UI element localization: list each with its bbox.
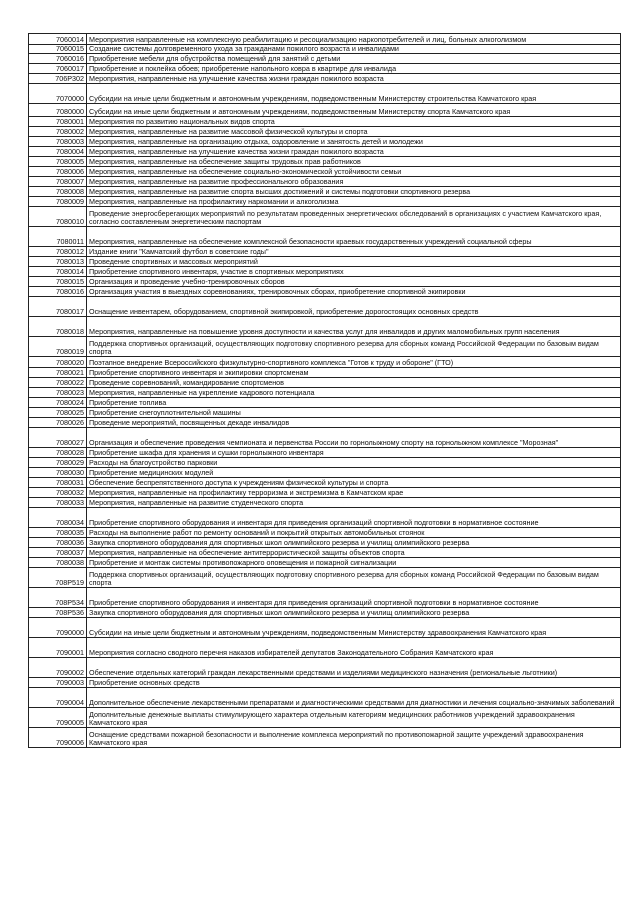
row-code-cell: 7090006 [29,728,87,748]
row-code-cell: 7080028 [29,448,87,458]
table-row [29,618,621,638]
row-description-cell: Издание книги "Камчатский футбол в советские годы" [87,247,621,257]
row-code-cell: 706P302 [29,74,87,84]
row-description-cell: Обеспечение отдельных категорий граждан лекарственными средствами и изделиями медицинского назначения (региональные льготники) [87,658,621,678]
row-code-cell: 7080000 [29,104,87,117]
budget-code-table-sheet [28,33,620,748]
table-row [29,448,621,458]
table-row [29,728,621,748]
row-description-cell: Обеспечение беспрепятственного доступа к учреждениям физической культуры и спорта [87,478,621,488]
table-row [29,468,621,478]
table-row [29,508,621,528]
table-row [29,408,621,418]
row-description-cell: Субсидии на иные цели бюджетным и автономным учреждениям, подведомственным Министерству строительства Камчатского края [87,84,621,104]
table-row [29,428,621,448]
row-code-cell: 7080038 [29,558,87,568]
table-row [29,137,621,147]
row-code-cell: 7090000 [29,618,87,638]
row-code-cell: 7080027 [29,428,87,448]
row-description-cell: Мероприятия, направленные на организацию отдыха, оздоровление и занятость детей и молодежи [87,137,621,147]
row-description-cell: Закупка спортивного оборудования для спортивных школ олимпийского резерва и училищ олимпийского резерва [87,538,621,548]
table-row [29,538,621,548]
row-code-cell: 7080032 [29,488,87,498]
row-code-cell: 7080002 [29,127,87,137]
row-description-cell: Организация участия в выездных соревнованиях, тренировочных сборах, приобретение спортивной экипировки [87,287,621,297]
row-description-cell: Мероприятия, направленные на развитие студенческого спорта [87,498,621,508]
row-description-cell: Субсидии на иные цели бюджетным и автономным учреждениям, подведомственным Министерству здравоохранения Камчатского края [87,618,621,638]
row-description-cell: Поддержка спортивных организаций, осуществляющих подготовку спортивного резерва для сборных команд Российской Федерации по базовым видам спорта [87,568,621,588]
budget-code-table [28,33,621,748]
row-description-cell: Приобретение мебели для обустройства помещений для занятий с детьми [87,54,621,64]
row-code-cell: 7090002 [29,658,87,678]
row-code-cell: 7090001 [29,638,87,658]
row-description-cell: Приобретение медицинских модулей [87,468,621,478]
row-code-cell: 7080016 [29,287,87,297]
row-code-cell: 7080034 [29,508,87,528]
row-code-cell: 708P519 [29,568,87,588]
table-row [29,678,621,688]
row-code-cell: 7080025 [29,408,87,418]
row-description-cell: Приобретение основных средств [87,678,621,688]
table-row [29,84,621,104]
table-row [29,74,621,84]
row-code-cell: 7080019 [29,337,87,357]
row-description-cell: Поддержка спортивных организаций, осуществляющих подготовку спортивного резерва для сборных команд Российской Федерации по базовым видам спорта [87,337,621,357]
table-row [29,297,621,317]
row-description-cell: Организация и обеспечение проведения чемпионата и первенства России по горнолыжному спорту на горнолыжном комплексе "Морозная" [87,428,621,448]
row-description-cell: Мероприятия, направленные на повышение уровня доступности и качества услуг для инвалидов и других маломобильных групп населения [87,317,621,337]
row-code-cell: 7080012 [29,247,87,257]
row-description-cell: Мероприятия, направленные на развитие массовой физической культуры и спорта [87,127,621,137]
row-code-cell: 7060014 [29,34,87,45]
row-description-cell: Приобретение спортивного инвентаря, участие в спортивных мероприятиях [87,267,621,277]
table-row [29,167,621,177]
row-code-cell: 7080006 [29,167,87,177]
table-row [29,368,621,378]
row-description-cell: Приобретение топлива [87,398,621,408]
table-row [29,177,621,187]
table-row [29,478,621,488]
row-description-cell: Субсидии на иные цели бюджетным и автономным учреждениям, подведомственным Министерству спорта Камчатского края [87,104,621,117]
row-code-cell: 7060016 [29,54,87,64]
row-code-cell: 7090004 [29,688,87,708]
row-description-cell: Проведение соревнований, командирование спортсменов [87,378,621,388]
row-description-cell: Мероприятия, направленные на улучшение качества жизни граждан пожилого возраста [87,74,621,84]
table-row [29,207,621,227]
table-row [29,147,621,157]
table-row [29,458,621,468]
table-row [29,548,621,558]
table-row [29,157,621,167]
table-row [29,104,621,117]
table-row [29,64,621,74]
table-row [29,498,621,508]
row-description-cell: Мероприятия, направленные на профилактику терроризма и экстремизма в Камчатском крае [87,488,621,498]
table-row [29,287,621,297]
row-code-cell: 7080009 [29,197,87,207]
row-description-cell: Проведение спортивных и массовых мероприятий [87,257,621,267]
row-description-cell: Мероприятия, направленные на обеспечение комплексной безопасности краевых государственных учреждений социальной сферы [87,227,621,247]
table-row [29,127,621,137]
table-row [29,378,621,388]
table-row [29,54,621,64]
row-code-cell: 7080010 [29,207,87,227]
table-row [29,388,621,398]
row-code-cell: 7090005 [29,708,87,728]
table-row [29,357,621,368]
table-body [29,34,621,748]
table-row [29,247,621,257]
row-code-cell: 7080005 [29,157,87,167]
row-code-cell: 7080008 [29,187,87,197]
row-code-cell: 7080007 [29,177,87,187]
row-code-cell: 7080021 [29,368,87,378]
row-description-cell: Мероприятия согласно сводного перечня наказов избирателей депутатов Законодательного Собрания Камчатского края [87,638,621,658]
row-description-cell: Дополнительное обеспечение лекарственными препаратами и диагностическими средствами для диагностики и лечения социально-значимых заболеваний [87,688,621,708]
row-code-cell: 7080023 [29,388,87,398]
row-description-cell: Создание системы долговременного ухода за гражданами пожилого возраста и инвалидами [87,45,621,54]
table-row [29,418,621,428]
row-description-cell: Закупка спортивного оборудования для спортивных школ олимпийского резерва и училищ олимпийского резерва [87,608,621,618]
row-code-cell: 7080018 [29,317,87,337]
row-description-cell: Мероприятия, направленные на улучшение качества жизни граждан пожилого возраста [87,147,621,157]
row-description-cell: Приобретение спортивного инвентаря и экипировки спортсменам [87,368,621,378]
row-code-cell: 7080030 [29,468,87,478]
row-description-cell: Приобретение спортивного оборудования и инвентаря для приведения организаций спортивной подготовки в нормативное состояние [87,508,621,528]
row-code-cell: 708P536 [29,608,87,618]
table-row [29,638,621,658]
table-row [29,568,621,588]
row-code-cell: 7060017 [29,64,87,74]
table-row [29,398,621,408]
table-row [29,708,621,728]
row-code-cell: 7080031 [29,478,87,488]
row-description-cell: Мероприятия, направленные на обеспечение социально-экономической устойчивости семьи [87,167,621,177]
row-code-cell: 7070000 [29,84,87,104]
table-row [29,488,621,498]
row-code-cell: 7080022 [29,378,87,388]
table-row [29,688,621,708]
row-description-cell: Мероприятия, направленные на обеспечение защиты трудовых прав работников [87,157,621,167]
row-description-cell: Дополнительные денежные выплаты стимулирующего характера отдельным категориям медицинских работников учреждений здравоохранения Камчатского края [87,708,621,728]
table-row [29,117,621,127]
row-code-cell: 7080026 [29,418,87,428]
table-row [29,227,621,247]
table-row [29,34,621,45]
row-description-cell: Приобретение шкафа для хранения и сушки горнолыжного инвентаря [87,448,621,458]
row-description-cell: Мероприятия, направленные на развитие спорта высших достижений и системы подготовки спортивного резерва [87,187,621,197]
row-description-cell: Приобретение и монтаж системы противопожарного оповещения и пожарной сигнализации [87,558,621,568]
table-row [29,317,621,337]
row-code-cell: 7080001 [29,117,87,127]
row-code-cell: 7080020 [29,357,87,368]
row-description-cell: Поэтапное внедрение Всероссийского физкультурно-спортивного комплекса "Готов к труду и обороне" (ГТО) [87,357,621,368]
table-row [29,337,621,357]
row-code-cell: 7080011 [29,227,87,247]
row-code-cell: 7090003 [29,678,87,688]
row-code-cell: 7080014 [29,267,87,277]
row-code-cell: 7080004 [29,147,87,157]
row-description-cell: Мероприятия по развитию национальных видов спорта [87,117,621,127]
row-code-cell: 7080003 [29,137,87,147]
row-description-cell: Мероприятия, направленные на укрепление кадрового потенциала [87,388,621,398]
table-row [29,558,621,568]
table-row [29,658,621,678]
table-row [29,528,621,538]
row-description-cell: Мероприятия, направленные на развитие профессионального образования [87,177,621,187]
table-row [29,257,621,267]
row-code-cell: 7080033 [29,498,87,508]
row-description-cell: Приобретение спортивного оборудования и инвентаря для приведения организаций спортивной подготовки в нормативное состояние [87,588,621,608]
row-description-cell: Приобретение и поклейка обоев; приобретение напольного ковра в квартире для инвалида [87,64,621,74]
row-description-cell: Оснащение инвентарем, оборудованием, спортивной экипировкой, приобретение дорогостоящих основных средств [87,297,621,317]
table-row [29,277,621,287]
row-code-cell: 7080017 [29,297,87,317]
row-code-cell: 7080029 [29,458,87,468]
row-description-cell: Оснащение средствами пожарной безопасности и выполнение комплекса мероприятий по противопожарной защите учреждений здравоохранения Камчатского края [87,728,621,748]
row-description-cell: Проведение мероприятий, посвященных декаде инвалидов [87,418,621,428]
table-row [29,267,621,277]
row-description-cell: Расходы на выполнение работ по ремонту оснований и покрытий открытых автомобильных стоянок [87,528,621,538]
table-row [29,45,621,54]
row-description-cell: Приобретение снегоуплотнительной машины [87,408,621,418]
table-row [29,588,621,608]
row-description-cell: Проведение энергосберегающих мероприятий по результатам проведенных энергетических обследований в организациях с участием Камчатского края, согласно составленным энергетическим паспортам [87,207,621,227]
row-code-cell: 7060015 [29,45,87,54]
table-row [29,197,621,207]
row-code-cell: 708P534 [29,588,87,608]
row-description-cell: Мероприятия, направленные на профилактику наркомании и алкоголизма [87,197,621,207]
row-code-cell: 7080037 [29,548,87,558]
row-code-cell: 7080013 [29,257,87,267]
row-description-cell: Мероприятия, направленные на обеспечение антитеррористической защиты объектов спорта [87,548,621,558]
row-code-cell: 7080036 [29,538,87,548]
table-row [29,187,621,197]
row-code-cell: 7080024 [29,398,87,408]
row-code-cell: 7080035 [29,528,87,538]
table-row [29,608,621,618]
row-code-cell: 7080015 [29,277,87,287]
row-description-cell: Организация и проведение учебно-тренировочных сборов [87,277,621,287]
row-description-cell: Расходы на благоустройство парковки [87,458,621,468]
row-description-cell: Мероприятия направленные на комплексную реабилитацию и ресоциализацию наркопотребителей и лиц, больных алкоголизмом [87,34,621,45]
